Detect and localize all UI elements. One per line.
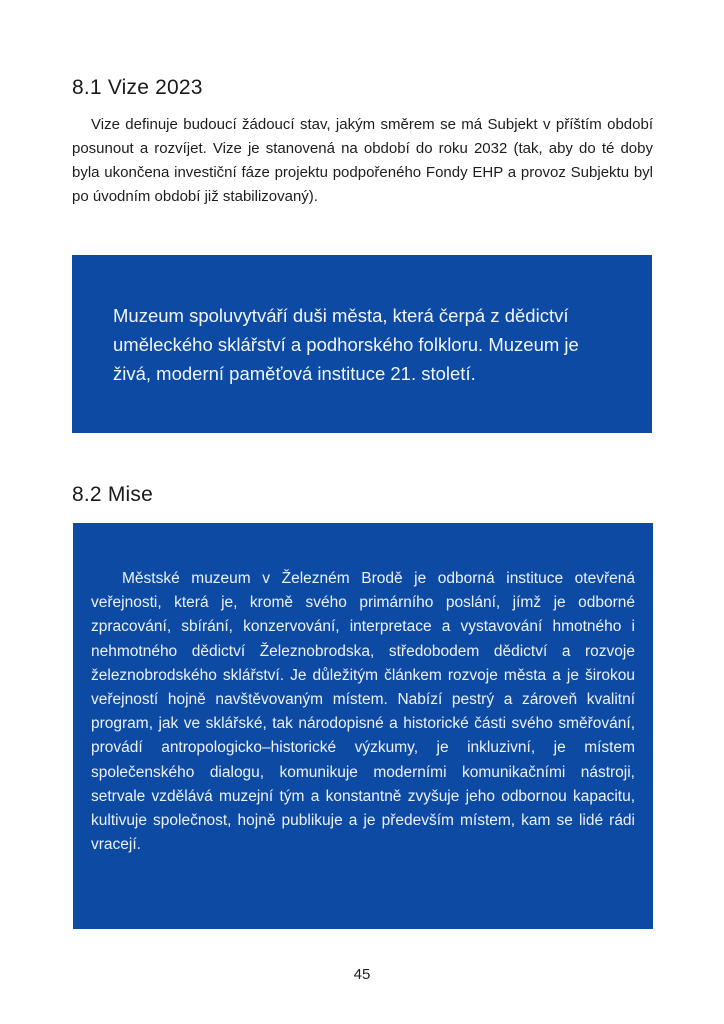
vize-paragraph: Vize definuje budoucí žádoucí stav, jakým směrem se má Subjekt v příštím období posunout a rozvíjet. Vize je stanovená na období do roku 2032 (tak, aby do té doby byla ukončena investiční fáze projektu podpořeného Fondy EHP a provoz Subjektu byl po úvodním období již stabilizovaný). [72,116,653,205]
vision-callout-text: Muzeum spoluvytváří duši města, která čerpá z dědictví uměleckého sklářství a podhorského folkloru. Muzeum je živá, moderní paměťová instituce 21. století. [113,305,579,384]
section-heading-vize-2023: 8.1 Vize 2023 [72,76,203,99]
section-heading-mise: 8.2 Mise [72,483,153,506]
page-number: 45 [353,966,371,983]
mission-callout-text: Městské muzeum v Železném Brodě je odborná instituce otevřená veřejnosti, která je, kromě svého primárního poslání, jímž je odborné zpracování, sbírání, konzervování, interpretace a vystavování hmotného i nehmotného dědictví Železnobrodska, středobodem dědictví a rozvoje železnobrodského sklářství. Je důležitým článkem rozvoje města a je širokou veřejností hojně navštěvovaným místem. Nabízí pestrý a zároveň kvalitní program, jak ve sklářské, tak národopisné a historické části svého směřování, provádí antropologicko–historické výzkumy, je inkluzivní, je místem společenského dialogu, komunikuje moderními komunikačními nástroji, setrvale vzdělává muzejní tým a konstantně zvyšuje jeho odbornou kapacitu, kultivuje společnost, hojně publikuje a je především místem, kam se lidé rádi vracejí. [91,570,635,854]
vision-callout-box [72,255,652,433]
mission-callout-box [73,523,653,929]
